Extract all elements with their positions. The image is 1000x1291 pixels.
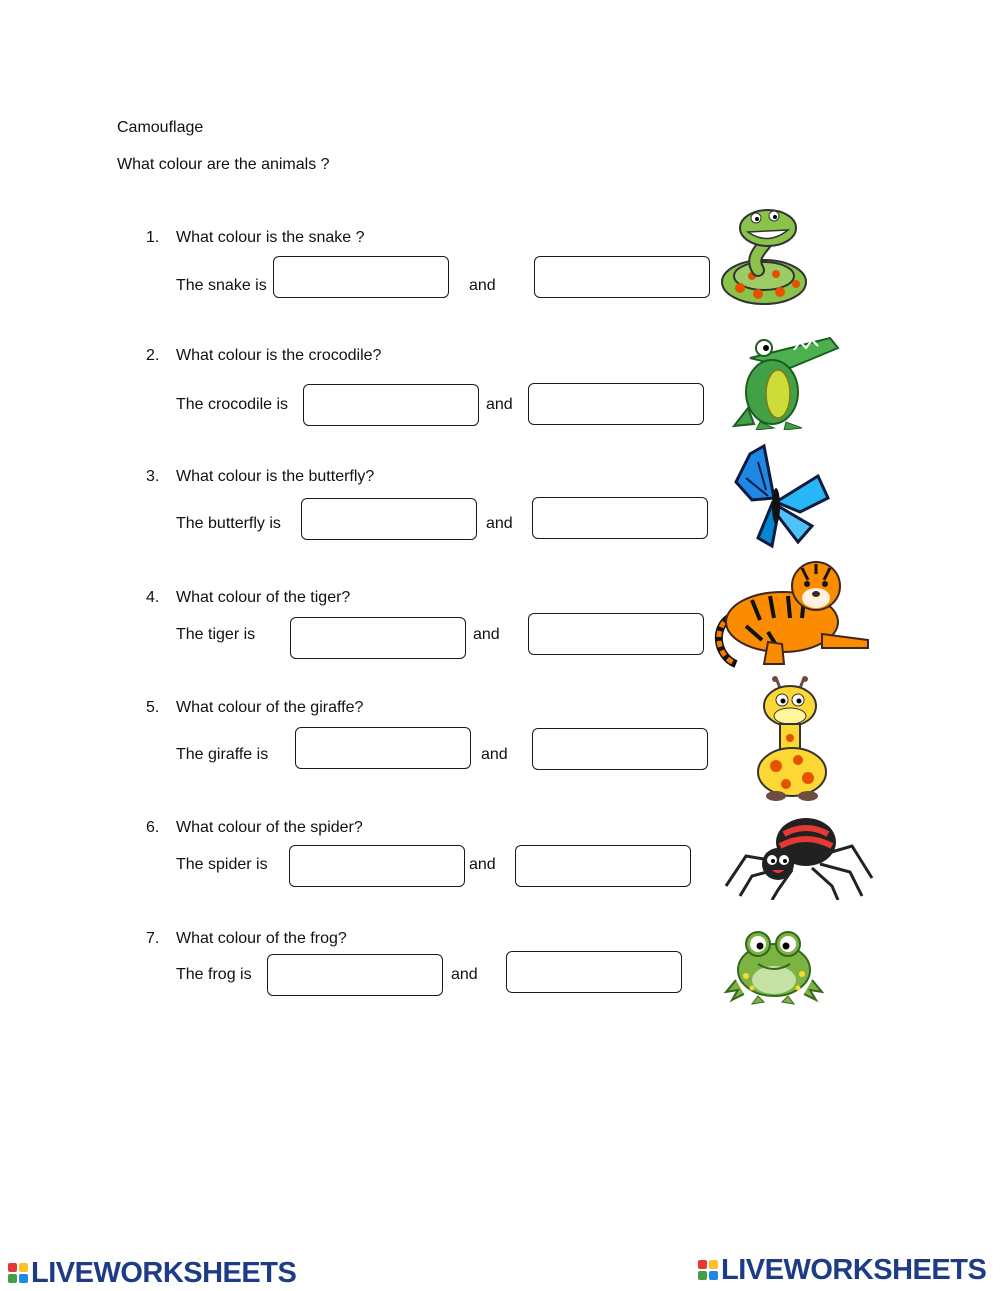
answer-box-first[interactable]	[273, 256, 449, 298]
answer-prefix: The tiger is	[176, 626, 256, 643]
question-text: What colour of the tiger?	[176, 589, 351, 606]
liveworksheets-mark-icon	[8, 1263, 28, 1283]
liveworksheets-mark-icon	[698, 1260, 718, 1280]
answer-box-second[interactable]	[528, 383, 704, 425]
question-number: 7.	[146, 930, 160, 947]
question-number: 6.	[146, 819, 160, 836]
logo-tile	[709, 1260, 718, 1269]
logo-tile	[19, 1274, 28, 1283]
question-text: What colour of the frog?	[176, 930, 347, 947]
logo-tile	[698, 1271, 707, 1280]
answer-joiner: and	[451, 966, 478, 983]
question-number: 1.	[146, 229, 160, 246]
answer-joiner: and	[469, 277, 496, 294]
question-text: What colour is the butterfly?	[176, 468, 375, 485]
answer-prefix: The giraffe is	[176, 746, 269, 763]
liveworksheets-logo-right	[698, 1255, 986, 1285]
answer-box-first[interactable]	[289, 845, 465, 887]
worksheet-title: Camouflage	[117, 119, 204, 136]
answer-box-second[interactable]	[506, 951, 682, 993]
answer-joiner: and	[486, 515, 513, 532]
answer-prefix: The butterfly is	[176, 515, 281, 532]
question-number: 5.	[146, 699, 160, 716]
logo-tile	[698, 1260, 707, 1269]
answer-box-second[interactable]	[532, 497, 708, 539]
liveworksheets-logo-left	[8, 1258, 296, 1288]
question-text: What colour is the crocodile?	[176, 347, 382, 364]
answer-box-first[interactable]	[267, 954, 443, 996]
answer-box-second[interactable]	[532, 728, 708, 770]
answer-box-first[interactable]	[303, 384, 479, 426]
answer-box-second[interactable]	[515, 845, 691, 887]
answer-joiner: and	[473, 626, 500, 643]
frog-icon	[722, 926, 828, 1006]
answer-joiner: and	[469, 856, 496, 873]
answer-box-first[interactable]	[301, 498, 477, 540]
worksheet-instruction: What colour are the animals ?	[117, 156, 330, 173]
answer-box-second[interactable]	[528, 613, 704, 655]
answer-prefix: The snake is	[176, 277, 267, 294]
question-number: 2.	[146, 347, 160, 364]
question-text: What colour of the spider?	[176, 819, 363, 836]
logo-tile	[709, 1271, 718, 1280]
brand-name: LIVEWORKSHEETS	[721, 1254, 987, 1286]
question-number: 3.	[146, 468, 160, 485]
crocodile-icon	[730, 328, 842, 430]
logo-tile	[8, 1274, 17, 1283]
question-text: What colour is the snake ?	[176, 229, 365, 246]
brand-name: LIVEWORKSHEETS	[31, 1257, 297, 1289]
snake-icon	[718, 204, 814, 308]
question-number: 4.	[146, 589, 160, 606]
tiger-icon	[712, 556, 874, 668]
answer-box-first[interactable]	[290, 617, 466, 659]
giraffe-icon	[746, 676, 838, 804]
butterfly-icon	[728, 442, 834, 550]
answer-prefix: The crocodile is	[176, 396, 289, 413]
answer-prefix: The frog is	[176, 966, 252, 983]
answer-prefix: The spider is	[176, 856, 268, 873]
answer-box-second[interactable]	[534, 256, 710, 298]
question-text: What colour of the giraffe?	[176, 699, 364, 716]
answer-joiner: and	[486, 396, 513, 413]
answer-box-first[interactable]	[295, 727, 471, 769]
logo-tile	[19, 1263, 28, 1272]
spider-icon	[722, 812, 874, 900]
answer-joiner: and	[481, 746, 508, 763]
logo-tile	[8, 1263, 17, 1272]
